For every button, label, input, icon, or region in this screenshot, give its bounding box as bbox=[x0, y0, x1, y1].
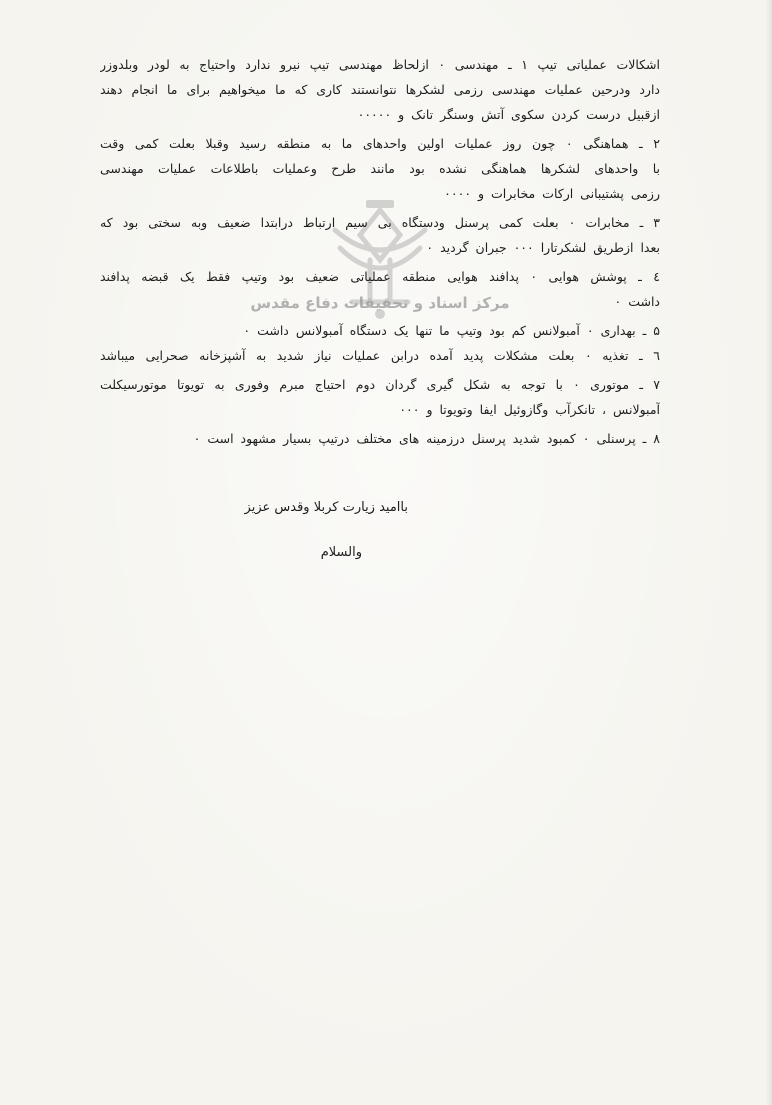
closing-wish: باامید زیارت کربلا وقدس عزیز bbox=[244, 500, 408, 515]
text-line: داشت ۰ bbox=[614, 294, 660, 309]
text-line: اشکالات عملیاتی تیپ ۱ ـ مهندسی ۰ ازلحاظ مهندسی تیپ نیرو ندارد واحتیاج به لودر وبلدوزر bbox=[100, 57, 660, 72]
text-line: با واحدهای لشکرها هماهنگی نشده بود مانند طرح وعملیات باطلاعات عملیات مهندسی bbox=[100, 161, 660, 176]
text-line: ٤ ـ پوشش هوایی ۰ پدافند هوایی منطقه عملیاتی ضعیف بود وتیپ فقط یک قبضه پدافند bbox=[100, 269, 660, 284]
text-line: ٦ ـ تغذیه ۰ بعلت مشکلات پدید آمده درابن عملیات نیاز شدید به آشپزخانه صحرایی میباشد bbox=[100, 348, 660, 363]
text-line: ۳ ـ مخابرات ۰ بعلت کمی پرسنل ودستگاه بی سیم ارتباط درابتدا ضعیف وبه سختی بود که bbox=[100, 215, 660, 230]
watermark-org-name: مرکز اسناد و تحقیقات دفاع مقدس bbox=[250, 294, 510, 312]
text-line: دارد ودرحین عملیات مهندسی رزمی لشکرها نتوانستند کاری که ما میخواهیم برای ما انجام دهند bbox=[100, 82, 660, 97]
document-body bbox=[100, 52, 660, 451]
scan-edge-shadow bbox=[766, 0, 772, 1105]
text-line: بعدا ازطریق لشکرتارا ۰۰۰ جبران گردید ۰ bbox=[426, 240, 660, 255]
text-line: ۷ ـ موتوری ۰ با توجه به شکل گیری گردان دوم احتیاج مبرم وفوری به تویوتا موتورسیکلت bbox=[100, 377, 660, 392]
text-line: آمبولانس ، تانکرآب وگازوئیل ایفا وتویوتا و ۰۰۰ bbox=[399, 402, 660, 417]
text-line: ۸ ـ پرسنلی ۰ کمبود شدید پرسنل درزمینه های مختلف درتیپ بسیار مشهود است ۰ bbox=[193, 431, 660, 446]
text-line: ۵ ـ بهداری ۰ آمبولانس کم بود وتیپ ما تنها یک دستگاه آمبولانس داشت ۰ bbox=[243, 323, 660, 338]
closing-salutation: والسلام bbox=[320, 545, 362, 560]
text-line: ۲ ـ هماهنگی ۰ چون روز عملیات اولین واحدهای ما به منطقه رسید وقبلا بعلت کمی وقت bbox=[100, 136, 660, 151]
text-line: ازقبیل درست کردن سکوی آتش وسنگر تانک و ۰۰۰۰۰ bbox=[357, 107, 660, 122]
text-line: رزمی پشتیبانی ارکات مخابرات و ۰۰۰۰ bbox=[444, 186, 660, 201]
